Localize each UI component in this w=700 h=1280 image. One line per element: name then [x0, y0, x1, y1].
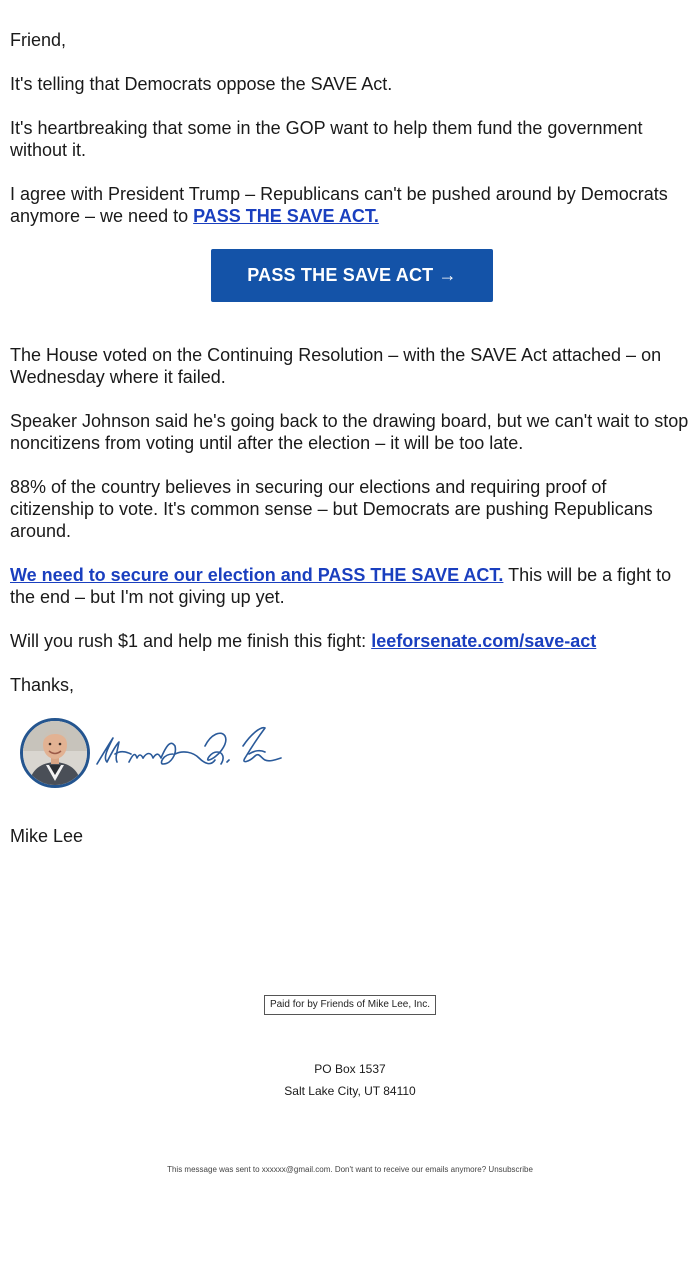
- paragraph-4: The House voted on the Continuing Resolution – with the SAVE Act attached – on Wednesday where it failed.: [10, 345, 662, 387]
- paragraph-7: [10, 564, 694, 608]
- fine-print-text: This message was sent to xxxxxx@gmail.com. Don't want to receive our emails anymore?: [167, 1165, 489, 1174]
- signature-name: Mike Lee: [10, 826, 84, 846]
- paragraph-2: It's heartbreaking that some in the GOP want to help them fund the government without it.: [10, 118, 643, 160]
- paragraph-3-text: I agree with President Trump – Republicans can't be pushed around by Democrats anymore – we need to: [10, 184, 668, 226]
- address-line-2: Salt Lake City, UT 84110: [284, 1084, 416, 1098]
- address-line-1: PO Box 1537: [314, 1062, 386, 1076]
- signature-block: [10, 718, 694, 798]
- secure-election-link[interactable]: We need to secure our election and PASS THE SAVE ACT.: [10, 565, 504, 585]
- paragraph-6: 88% of the country believes in securing our elections and requiring proof of citizenship to vote. It's common sense – but Democrats are pushing Republicans around.: [10, 477, 653, 541]
- pass-save-act-link[interactable]: PASS THE SAVE ACT.: [193, 206, 379, 226]
- fine-print: [0, 1165, 700, 1174]
- greeting: Friend,: [10, 30, 67, 50]
- paragraph-7-text: This will be a fight to the end – but I'm not giving up yet.: [10, 565, 672, 607]
- email-body: [10, 29, 694, 869]
- cta-container: [10, 249, 694, 302]
- unsubscribe-link[interactable]: Unsubscribe: [488, 1165, 533, 1174]
- paragraph-1: It's telling that Democrats oppose the SAVE Act.: [10, 74, 393, 94]
- paragraph-5: Speaker Johnson said he's going back to the drawing board, but we can't wait to stop noncitizens from voting until after the election – it will be too late.: [10, 411, 689, 453]
- pass-save-act-button[interactable]: PASS THE SAVE ACT →: [211, 249, 493, 302]
- avatar: [20, 718, 90, 788]
- paid-for-disclaimer: Paid for by Friends of Mike Lee, Inc.: [264, 995, 436, 1015]
- thanks-line: Thanks,: [10, 675, 75, 695]
- handwritten-signature-icon: [93, 724, 283, 784]
- donate-url-link[interactable]: leeforsenate.com/save-act: [371, 631, 597, 651]
- person-photo-icon: [23, 721, 87, 785]
- paragraph-3: [10, 183, 694, 227]
- paragraph-8: [10, 630, 694, 652]
- paragraph-8-text: Will you rush $1 and help me finish this fight:: [10, 631, 372, 651]
